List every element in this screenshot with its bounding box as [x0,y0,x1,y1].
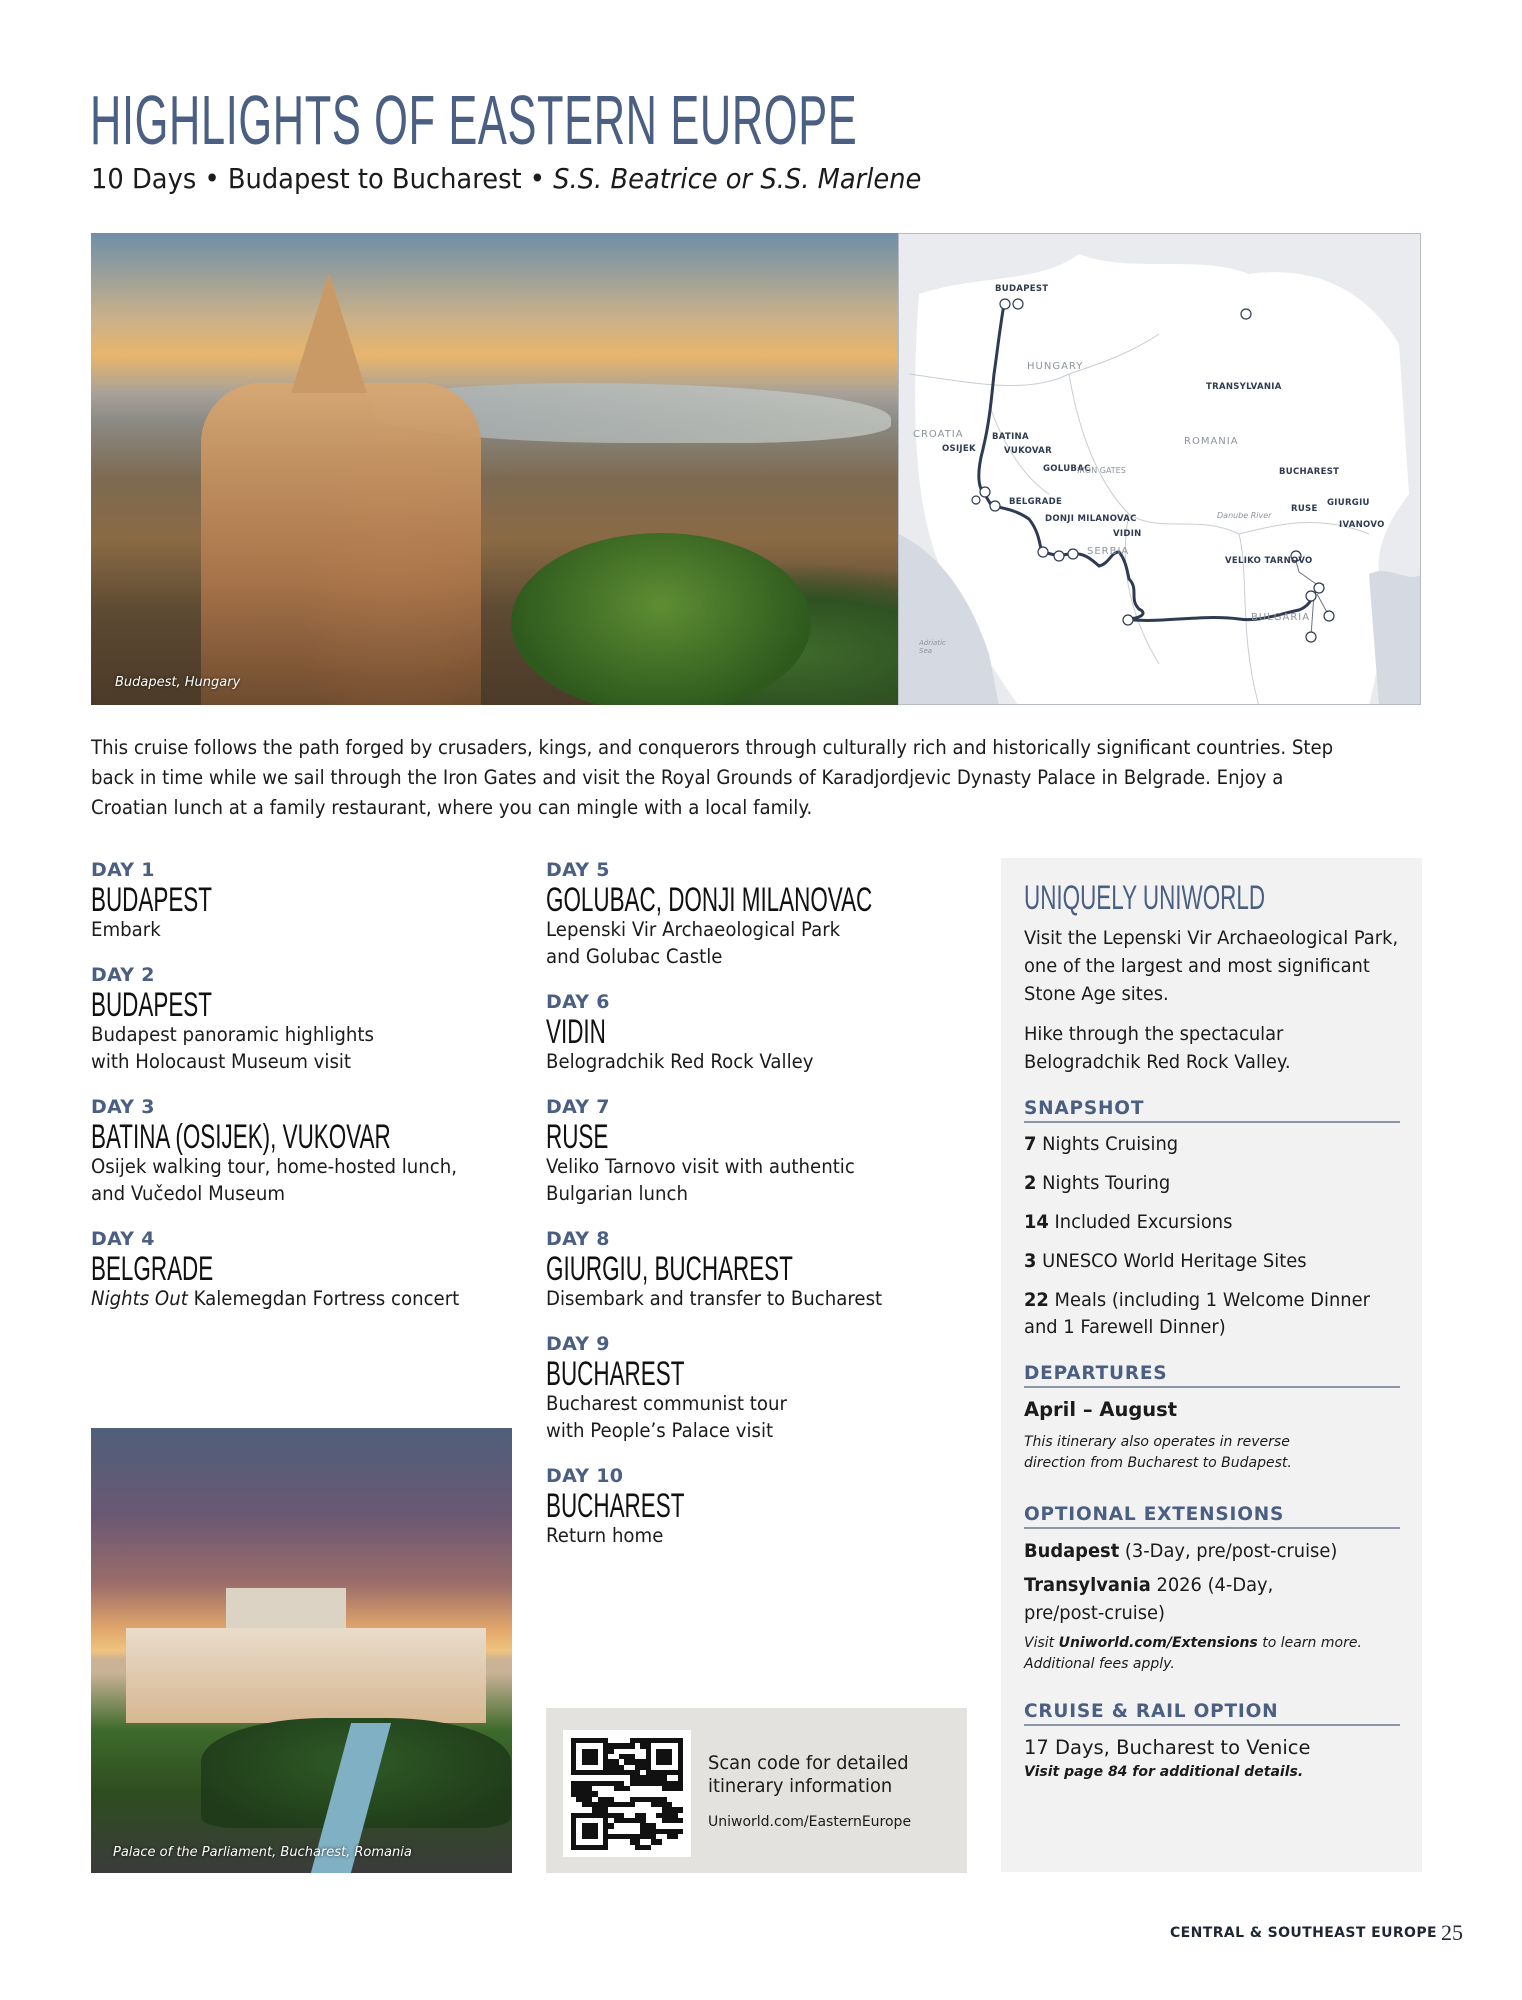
map-label-golubac: GOLUBAC [1043,464,1091,474]
extensions-link[interactable]: Uniworld.com/Extensions [1058,1635,1258,1651]
day-number: DAY 8 [546,1228,610,1250]
map-label-danube: Danube River [1217,511,1272,520]
sidebar-title: UNIQUELY UNIWORLD [1024,879,1266,917]
cruise-rail-heading: CRUISE & RAIL OPTION [1024,1701,1400,1726]
day-number: DAY 2 [91,964,155,986]
hero-photo-budapest [91,233,899,705]
day-place: GOLUBAC, DONJI MILANOVAC [546,881,873,919]
day-place: BELGRADE [91,1250,214,1288]
map-country-croatia: CROATIA [913,429,964,440]
day-number: DAY 10 [546,1465,624,1487]
nights-out-label: Nights Out [91,1287,188,1310]
map-label-vukovar: VUKOVAR [1004,446,1052,456]
itinerary-day-10 [546,1464,966,1549]
page-subtitle [91,162,921,195]
qr-code[interactable] [563,1730,691,1857]
map-country-romania: ROMANIA [1184,436,1239,447]
extensions-note: Visit Uniworld.com/Extensions to learn more. Additional fees apply. [1024,1635,1362,1672]
day-number: DAY 9 [546,1333,610,1355]
footer-section-label: CENTRAL & SOUTHEAST EUROPE [1170,1925,1437,1941]
day-description: Bucharest communist tour with People’s Palace visit [546,1392,787,1442]
photo-trees [511,533,811,705]
itinerary-day-9 [546,1332,966,1444]
day-description: Osijek walking tour, home-hosted lunch, and Vučedol Museum [91,1155,457,1205]
intro-paragraph: This cruise follows the path forged by crusaders, kings, and conquerors through culturally rich and historically significant countries. Step back in time while we sail through the Iron Gates and visit the Royal Grounds of Karadjordjevic Dynasty Palace in Belgrade. Enjoy a Croatian lunch at a family restaurant, where you can mingle with a local family. [91,736,1334,819]
departures-range: April – August [1024,1398,1178,1421]
snapshot-item: 7 Nights Cruising [1024,1133,1179,1155]
map-label-iron-gates: IRON GATES [1077,466,1126,475]
hero-caption: Budapest, Hungary [115,675,241,690]
qr-url-link[interactable]: Uniworld.com/EasternEurope [708,1814,912,1830]
route-map [898,233,1421,705]
snapshot-item: 14 Included Excursions [1024,1211,1233,1233]
itinerary-day-5 [546,858,966,970]
page-number: 25 [1441,1920,1463,1945]
day-description: Disembark and transfer to Bucharest [546,1287,883,1310]
day-description: Veliko Tarnovo visit with authentic Bulgarian lunch [546,1155,855,1205]
sidebar-panel [1001,858,1422,1872]
map-label-budapest: BUDAPEST [995,284,1049,294]
map-label-vidin: VIDIN [1113,529,1142,539]
qr-code-box [546,1708,967,1873]
itinerary-day-1 [91,858,511,943]
itinerary-column-1 [91,858,511,1332]
snapshot-item: 2 Nights Touring [1024,1172,1171,1194]
map-country-bulgaria: BULGARIA [1251,612,1311,623]
day-place: BUDAPEST [91,881,212,919]
photo-fishermans-bastion [201,383,481,705]
departures-note: This itinerary also operates in reverse direction from Bucharest to Budapest. [1024,1434,1292,1471]
day-place: RUSE [546,1118,609,1156]
extensions-heading: OPTIONAL EXTENSIONS [1024,1504,1400,1529]
map-label-batina: BATINA [992,432,1029,442]
cruise-rail-note: Visit page 84 for additional details. [1024,1764,1304,1780]
itinerary-day-8 [546,1227,966,1312]
day-place: VIDIN [546,1013,606,1051]
map-label-giurgiu: GIURGIU [1327,498,1370,508]
departures-heading: DEPARTURES [1024,1363,1400,1388]
day-number: DAY 5 [546,859,610,881]
map-label-ruse: RUSE [1291,504,1318,514]
day-place: BUCHAREST [546,1487,685,1525]
photo-palace [126,1628,486,1723]
day-description: Return home [546,1524,664,1547]
itinerary-day-6 [546,990,966,1075]
qr-code-pattern [571,1738,683,1850]
day-number: DAY 7 [546,1096,610,1118]
day-number: DAY 6 [546,991,610,1013]
itinerary-day-4 [91,1227,511,1312]
page-title: HIGHLIGHTS OF EASTERN EUROPE [90,81,858,159]
day-description: Lepenski Vir Archaeological Park and Golubac Castle [546,918,841,968]
day-description: Nights Out Kalemegdan Fortress concert [91,1287,460,1310]
day-place: GIURGIU, BUCHAREST [546,1250,793,1288]
map-label-osijek: OSIJEK [942,444,976,454]
map-label-veliko-tarnovo: VELIKO TARNOVO [1225,556,1313,566]
day-number: DAY 3 [91,1096,155,1118]
map-country-hungary: HUNGARY [1027,361,1084,372]
day-description: Belogradchik Red Rock Valley [546,1050,814,1073]
itinerary-day-7 [546,1095,966,1207]
map-label-belgrade: BELGRADE [1009,497,1063,507]
extension-item-budapest: Budapest (3-Day, pre/post-cruise) [1024,1540,1338,1562]
palace-photo [91,1428,512,1873]
itinerary-day-3 [91,1095,511,1207]
day-place: BUCHAREST [546,1355,685,1393]
snapshot-heading: SNAPSHOT [1024,1098,1400,1123]
cruise-rail-line: 17 Days, Bucharest to Venice [1024,1736,1311,1759]
snapshot-item: 22 Meals (including 1 Welcome Dinner and 1 Farewell Dinner) [1024,1289,1370,1338]
sidebar-paragraph: Hike through the spectacular Belogradchik Red Rock Valley. [1024,1023,1291,1073]
day-number: DAY 1 [91,859,155,881]
qr-instruction: Scan code for detailed itinerary information [708,1752,909,1797]
subtitle-route: 10 Days • Budapest to Bucharest • [91,162,554,195]
map-graphic [899,234,1421,705]
map-label-transylvania: TRANSYLVANIA [1206,382,1282,392]
sidebar-paragraph: Visit the Lepenski Vir Archaeological Park, one of the largest and most significant Stone Age sites. [1024,927,1399,1005]
day-description: Embark [91,918,161,941]
map-label-adriatic-sea: Adriatic Sea [919,639,946,655]
day-place: BUDAPEST [91,986,212,1024]
map-country-serbia: SERBIA [1087,546,1130,557]
extension-item-transylvania: Transylvania 2026 (4-Day, pre/post-cruise) [1024,1574,1274,1624]
day-description: Budapest panoramic highlights with Holocaust Museum visit [91,1023,374,1073]
subtitle-ships: S.S. Beatrice or S.S. Marlene [553,162,922,195]
map-label-bucharest: BUCHAREST [1279,467,1340,477]
day-place: BATINA (OSIJEK), VUKOVAR [91,1118,391,1156]
day-number: DAY 4 [91,1228,155,1250]
photo-tower-spire [291,273,367,393]
itinerary-day-2 [91,963,511,1075]
map-label-ivanovo: IVANOVO [1339,520,1385,530]
itinerary-column-2 [546,858,966,1569]
palace-caption: Palace of the Parliament, Bucharest, Romania [113,1845,412,1860]
map-label-donji-milanovac: DONJI MILANOVAC [1045,514,1137,524]
snapshot-item: 3 UNESCO World Heritage Sites [1024,1250,1307,1272]
